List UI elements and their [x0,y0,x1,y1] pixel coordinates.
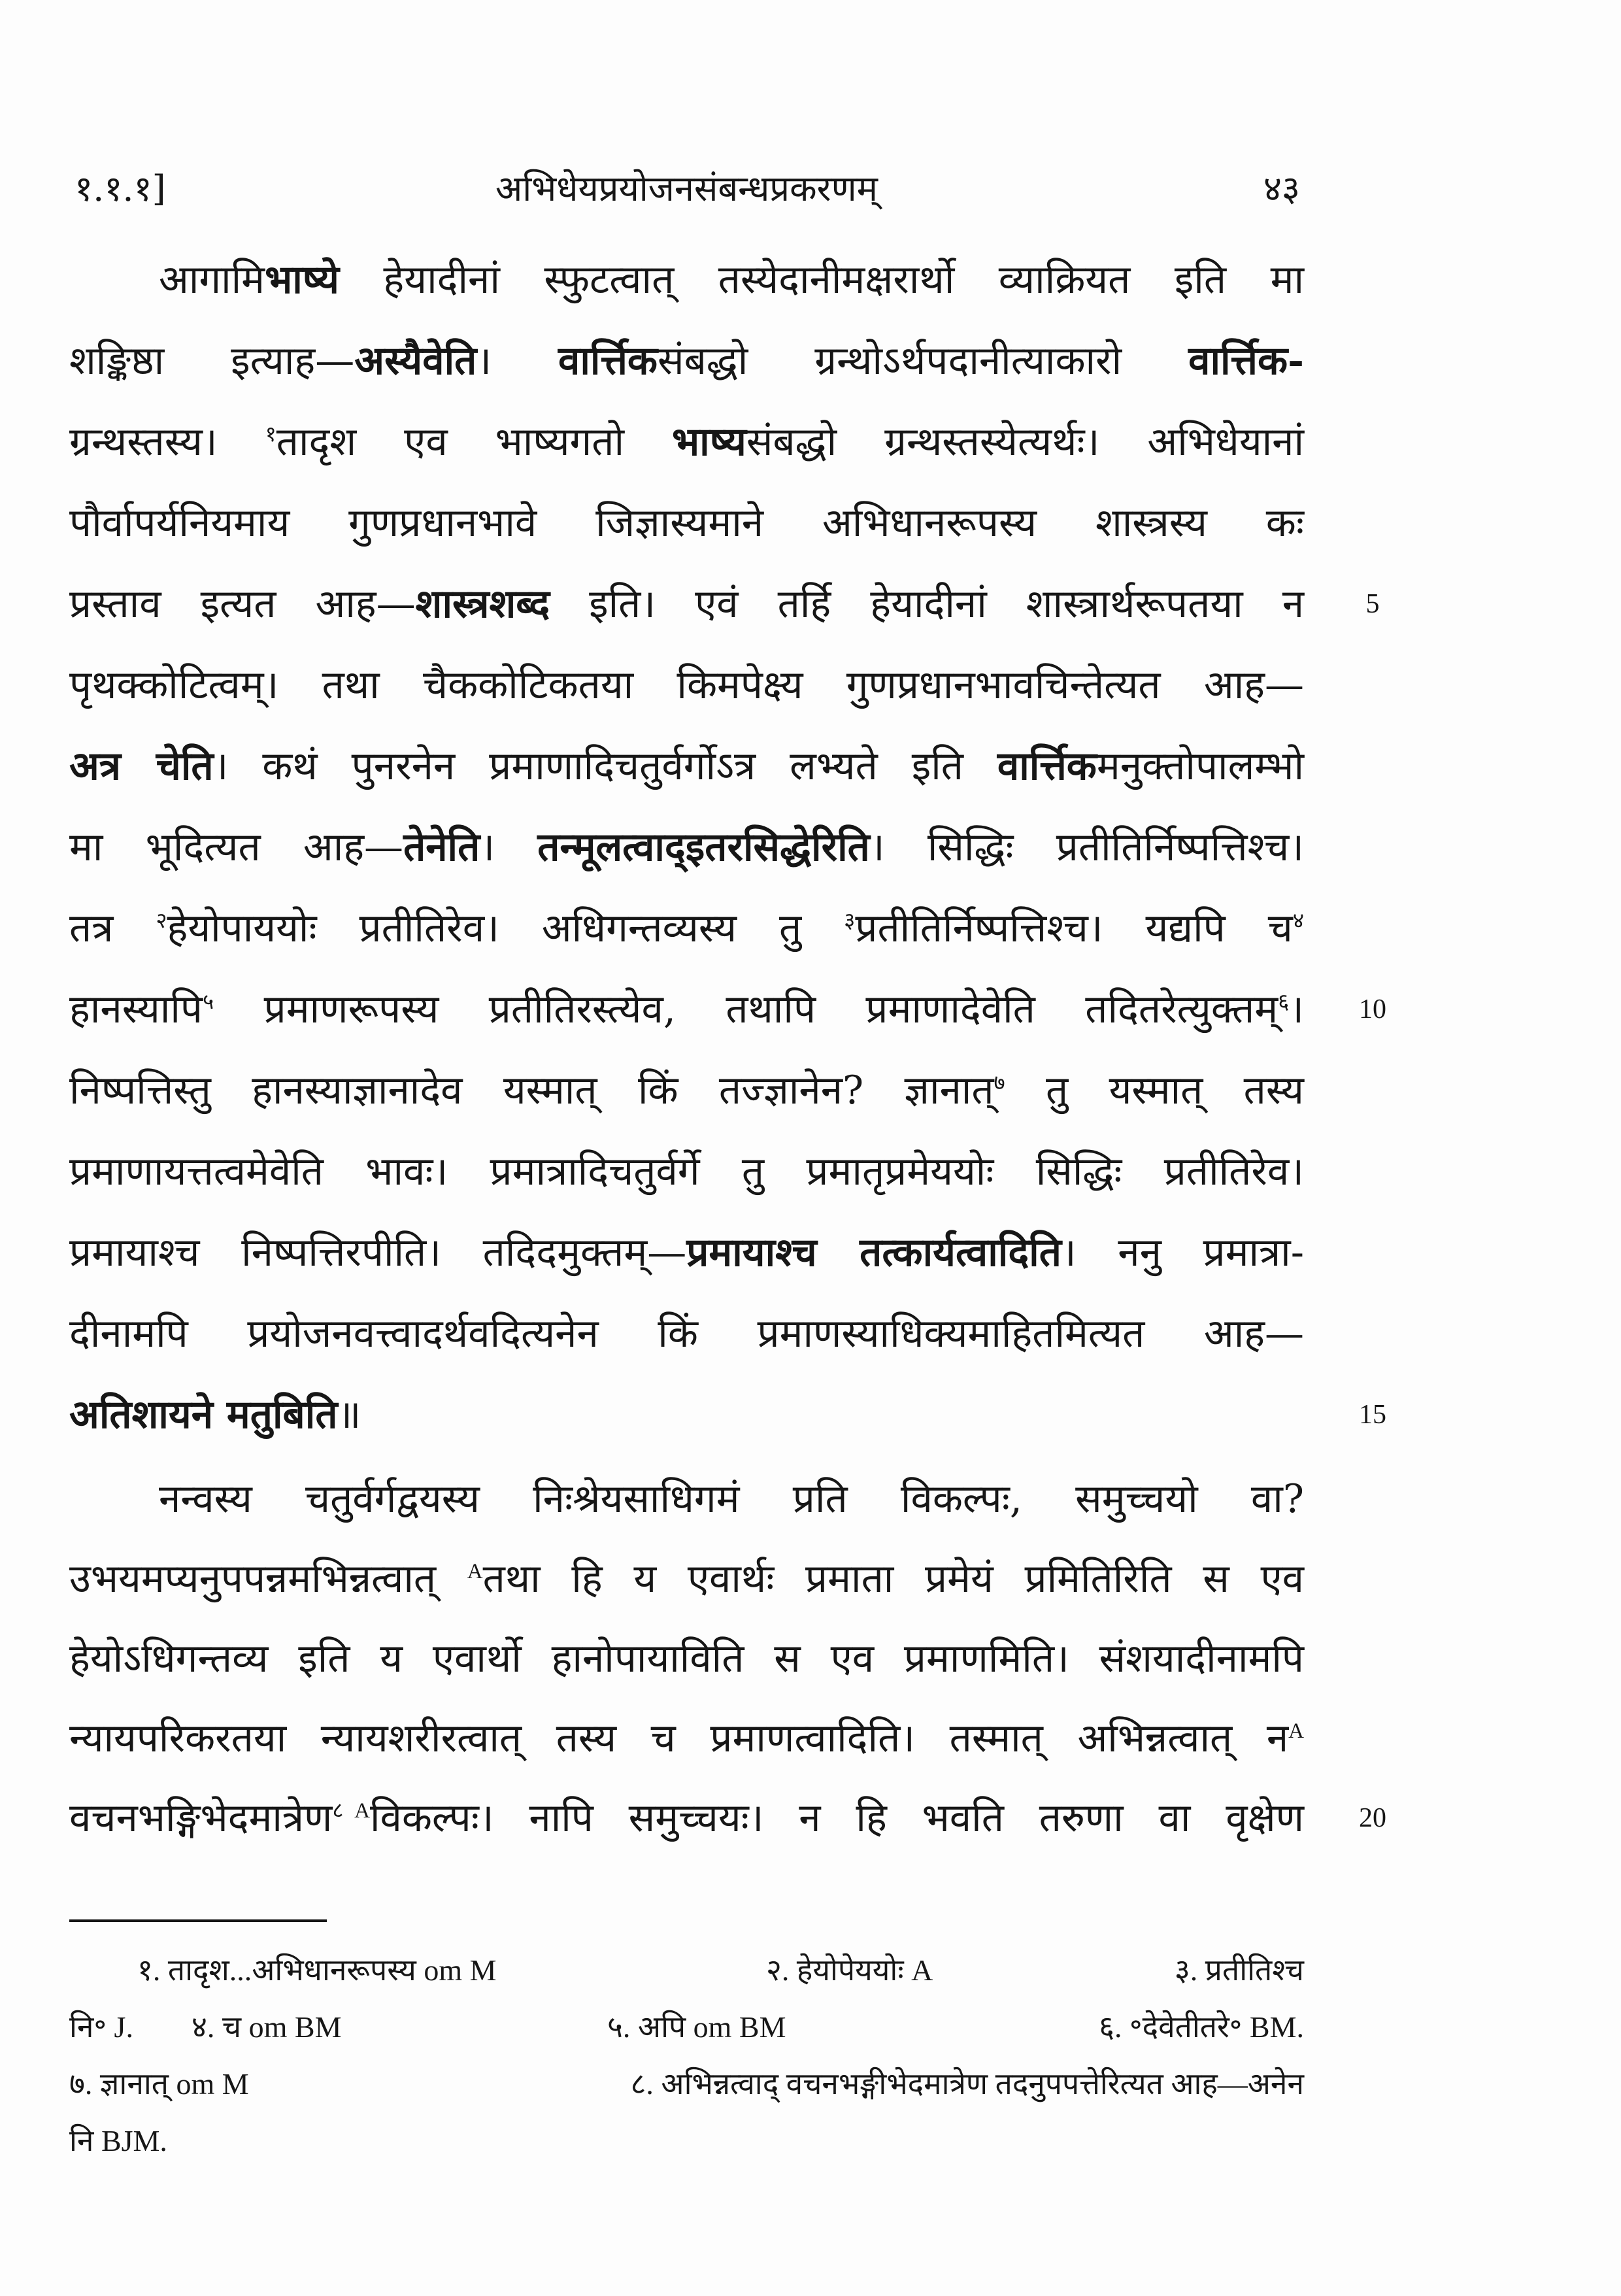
text-segment: ग्रन्थस्तस्य। [69,419,265,465]
text-segment: न्यायपरिकरतया न्यायशरीरत्वात् तस्य च प्रमाणत्वादिति। तस्मात् अभिन्नत्वात् न [69,1715,1289,1761]
text-segment: इति। एवं तर्हि हेयादीनां शास्त्रार्थरूपतया न [550,581,1304,627]
line-number: 20 [1359,1803,1386,1833]
text-segment: । [480,824,538,870]
text-segment: हेयादीनां स्फुटत्वात् तस्येदानीमक्षरार्थो व्याक्रियत इति मा [339,257,1304,303]
bold-term: वार्त्तिक- [1188,338,1304,384]
text-segment: प्रमायाश्च निष्पत्तिरपीति। तदिदमुक्तम्— [69,1230,687,1275]
text-segment: तु यस्मात् तस्य [1005,1068,1304,1113]
text-segment: तादृश एव भाष्यगतो [276,419,672,465]
text-segment: मा भूदित्यत आह— [69,824,404,870]
text-segment: तत्र [69,905,156,951]
text-segment: निष्पत्तिस्तु हानस्याज्ञानादेव यस्मात् किं तज्ज्ञानेन? ज्ञानात् [69,1068,994,1113]
text-line [69,1539,1304,1619]
text-line [69,482,1304,564]
text-line [69,645,1304,726]
footnote-entry: ३. प्रतीतिश्च [1174,1953,1304,1987]
footnote-marker: A [467,1560,483,1583]
footnote-entry: नि॰ J. [69,2010,133,2044]
paragraph [69,239,1386,1455]
text-line [69,888,1304,969]
text-line [69,726,1304,807]
footnote-line [69,2112,1304,2169]
footnote-marker: ७ [994,1072,1005,1095]
text-segment: प्रमाणायत्तत्वमेवेति भावः। प्रमात्रादिचतुर्वर्गे तु प्रमातृप्रमेययोः सिद्धिः प्रतीतिरेव। [69,1149,1304,1194]
text-segment: प्रतीतिर्निष्पत्तिश्च। यद्यपि च [855,905,1293,951]
footnote-line [69,2055,1304,2112]
footnote-marker: २ [156,909,167,933]
bold-term: प्रमायाश्च तत्कार्यत्वादिति [686,1230,1061,1275]
footnote-entry: १. तादृश...अभिधानरूपस्य om M [137,1953,497,1987]
footnotes [69,1942,1304,2169]
bold-term: भाष्य [672,419,746,465]
running-title: अभिधेयप्रयोजनसंबन्धप्रकरणम् [495,168,878,209]
text-line [69,969,1386,1050]
line-number: 15 [1359,1400,1386,1430]
text-segment: ॥ [337,1392,361,1438]
text-segment: । [1289,987,1304,1032]
text-segment: आगामि [159,257,265,303]
footnote-marker: ३ [844,909,856,933]
text-line [69,320,1304,401]
text-segment: शङ्किष्ठा इत्याह— [69,338,355,384]
bold-term: भाष्ये [265,257,339,303]
text-line [69,1459,1304,1539]
text-segment: दीनामपि प्रयोजनवत्त्वादर्थवदित्यनेन किं प्रमाणस्याधिक्यमाहितमित्यत आह— [69,1311,1304,1357]
footnote-marker: A [354,1799,370,1823]
text-segment: हानस्यापि [69,987,203,1032]
section-reference: १.१.१] [75,168,166,209]
text-line [69,1131,1304,1212]
text-segment: संबद्धो ग्रन्थोऽर्थपदानीत्याकारो [658,338,1189,384]
text-segment: नन्वस्य चतुर्वर्गद्वयस्य निःश्रेयसाधिगमं प्रति विकल्पः, समुच्चयो वा? [159,1476,1304,1522]
footnote-entry: ६. ॰देवेतीतरे॰ BM. [1099,2010,1304,2044]
footnote-marker: ६ [1278,990,1290,1014]
page-number: ४३ [1263,168,1300,209]
text-line [69,1698,1304,1778]
text-segment: प्रमाणरूपस्य प्रतीतिरस्त्येव, तथापि प्रमाणादेवेति तदितरेत्युक्तम् [214,987,1278,1032]
text-line [69,239,1304,320]
text-line [69,401,1304,482]
bold-term: अत्र चेति [69,743,214,789]
running-header [69,164,1304,214]
text-segment: तथा हि य एवार्थः प्रमाता प्रमेयं प्रमितिरिति स एव [482,1556,1304,1602]
bold-term: अस्यैवेति [354,338,477,384]
bold-term: वार्त्तिक [997,743,1097,789]
footnote-marker: ८ [332,1799,344,1823]
text-line [69,1212,1304,1293]
footnote-entry: ८. अभिन्नत्वाद् वचनभङ्गीभेदमात्रेण तदनुपपत्तेरित्यत आह—अनेन [630,2067,1304,2101]
text-segment: उभयमप्यनुपपन्नमभिन्नत्वात् [69,1556,467,1602]
text-segment: विकल्पः। नापि समुच्चयः। न हि भवति तरुणा वा वृक्षेण [369,1795,1304,1841]
footnote-entry: नि BJM. [69,2124,167,2157]
text-segment: हेयोपाययोः प्रतीतिरेव। अधिगन्तव्यस्य तु [167,905,844,951]
footnote-marker: ५ [203,990,214,1014]
text-segment: मनुक्तोपालम्भो [1096,743,1304,789]
text-line [69,1619,1304,1698]
text-segment: पृथक्कोटित्वम्। तथा चैककोटिकतया किमपेक्ष्य गुणप्रधानभावचिन्तेत्यत आह— [69,662,1304,708]
text-segment: । कथं पुनरनेन प्रमाणादिचतुर्वर्गोऽत्र लभ्यते इति [213,743,997,789]
paragraph [69,1459,1386,1858]
text-line [69,564,1380,645]
text-line [69,1050,1304,1131]
footnote-entry: ५. अपि om BM [607,2010,786,2044]
footnote-entry: २. हेयोपेययोः A [766,1953,933,1987]
text-line [69,1293,1304,1374]
line-number: 5 [1365,589,1380,619]
text-segment: वचनभङ्गिभेदमात्रेण [69,1795,333,1841]
text-segment: हेयोऽधिगन्तव्य इति य एवार्थो हानोपायाविति स एव प्रमाणमिति। संशयादीनामपि [69,1636,1304,1681]
bold-term: शास्त्रशब्द [415,581,550,627]
bold-term: तेनेति [403,824,480,870]
footnote-marker: ४ [1292,909,1304,933]
bold-term: अतिशायने मतुबिति [69,1392,338,1438]
text-segment: । [476,338,559,384]
main-text [69,239,1386,1858]
bold-term: वार्त्तिक [558,338,658,384]
text-segment: पौर्वापर्यनियमाय गुणप्रधानभावे जिज्ञास्यमाने अभिधानरूपस्य शास्त्रस्य कः [69,500,1304,546]
footnote-entry: ४. च om BM [192,2010,342,2044]
footnote-line [69,1999,1304,2055]
text-segment: । सिद्धिः प्रतीतिर्निष्पत्तिश्च। [869,824,1304,870]
text-segment: संबद्धो ग्रन्थस्तस्येत्यर्थः। अभिधेयानां [746,419,1304,465]
footnote-line [69,1942,1304,1999]
text-segment: प्रस्ताव इत्यत आह— [69,581,416,627]
line-number: 10 [1359,994,1386,1024]
text-line [69,1374,1386,1455]
text-segment: । ननु प्रमात्रा- [1061,1230,1304,1275]
text-line [69,1778,1386,1858]
text-line [69,807,1304,888]
footnote-marker: १ [265,423,276,447]
bold-term: तन्मूलत्वाद्इतरसिद्धेरिति [537,824,870,870]
footnote-entry: ७. ज्ञानात् om M [69,2067,249,2101]
footnote-rule [69,1919,327,1922]
footnote-marker: A [1288,1719,1304,1743]
